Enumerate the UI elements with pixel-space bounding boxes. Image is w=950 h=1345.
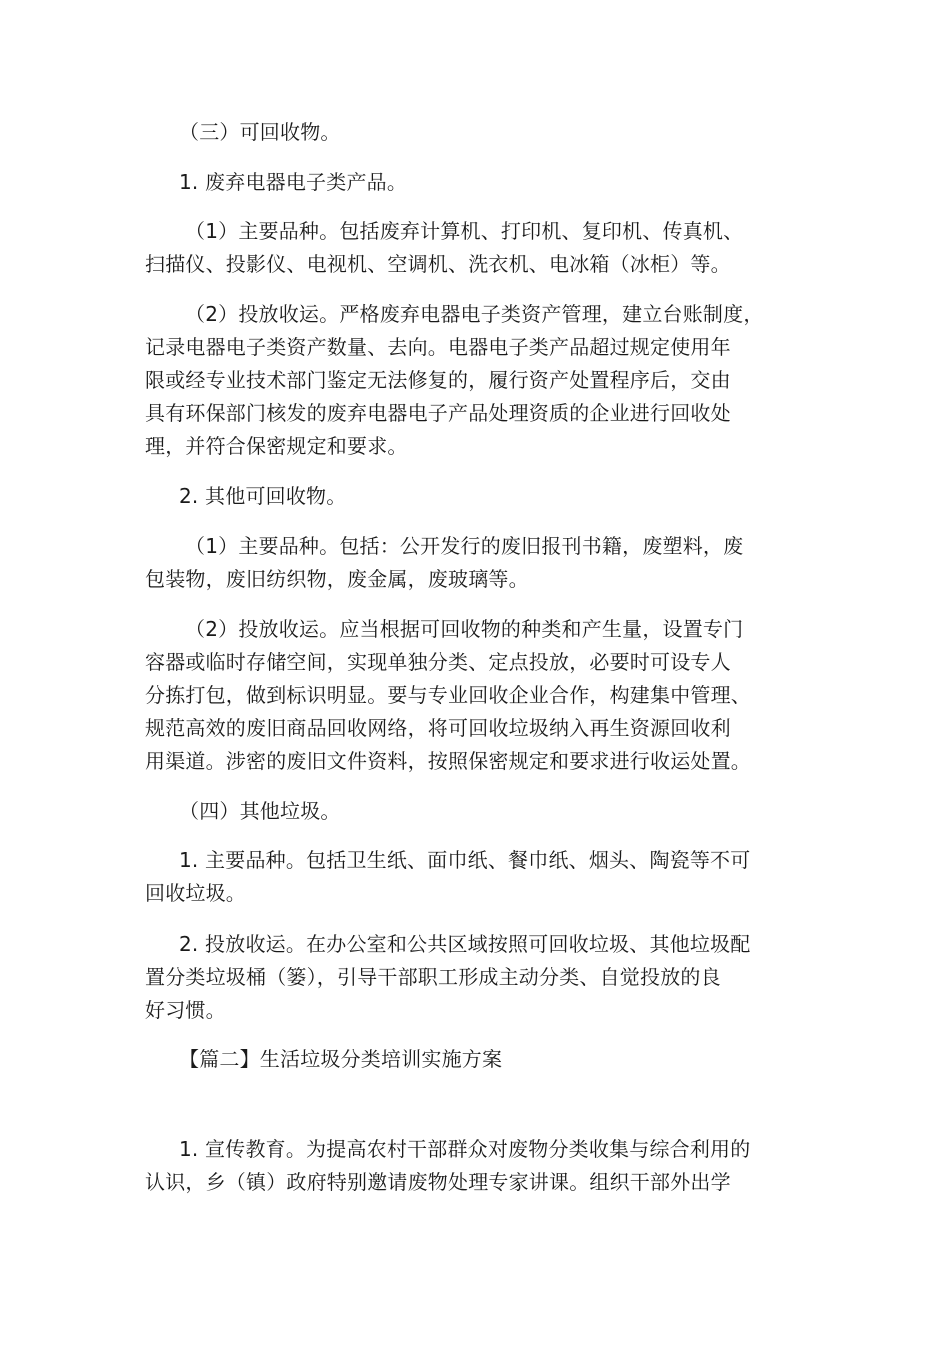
paragraph-line: 扫描仪、投影仪、电视机、空调机、洗衣机、电冰箱（冰柜）等。	[145, 252, 731, 276]
paragraph-line: 【篇二】生活垃圾分类培训实施方案	[179, 1047, 503, 1071]
paragraph-line: 分拣打包，做到标识明显。要与专业回收企业合作，构建集中管理、	[145, 683, 751, 707]
heading-other-recyclables	[145, 480, 770, 513]
paragraph-line: （三）可回收物。	[179, 120, 341, 144]
paragraph-line: 容器或临时存储空间，实现单独分类、定点投放，必要时可设专人	[145, 650, 731, 674]
paragraph-other-recyclables-disposal	[145, 613, 770, 778]
paragraph-other-recyclables-types	[145, 530, 770, 596]
paragraph-line: （四）其他垃圾。	[179, 799, 341, 823]
paragraph-line: （2）投放收运。严格废弃电器电子类资产管理，建立台账制度，	[185, 302, 764, 326]
paragraph-electronics-disposal	[145, 298, 770, 463]
paragraph-line: 具有环保部门核发的废弃电器电子产品处理资质的企业进行回收处	[145, 401, 731, 425]
paragraph-line: 用渠道。涉密的废旧文件资料，按照保密规定和要求进行收运处置。	[145, 749, 751, 773]
paragraph-line: （2）投放收运。应当根据可回收物的种类和产生量，设置专门	[185, 617, 744, 641]
paragraph-line: 置分类垃圾桶（篓），引导干部职工形成主动分类、自觉投放的良	[145, 965, 721, 989]
paragraph-other-waste-types	[145, 844, 770, 910]
paragraph-electronics-types	[145, 215, 770, 281]
paragraph-line: （1）主要品种。包括废弃计算机、打印机、复印机、传真机、	[185, 219, 744, 243]
paragraph-line: 好习惯。	[145, 998, 226, 1022]
paragraph-line: 1. 主要品种。包括卫生纸、面巾纸、餐巾纸、烟头、陶瓷等不可	[179, 848, 751, 872]
paragraph-line: 回收垃圾。	[145, 881, 246, 905]
paragraph-line: 1. 废弃电器电子类产品。	[179, 170, 408, 194]
heading-electronics	[145, 166, 770, 199]
paragraph-education	[145, 1133, 770, 1199]
paragraph-line: 记录电器电子类资产数量、去向。电器电子类产品超过规定使用年	[145, 335, 731, 359]
paragraph-line: 规范高效的废旧商品回收网络，将可回收垃圾纳入再生资源回收利	[145, 716, 731, 740]
paragraph-line: 2. 投放收运。在办公室和公共区域按照可回收垃圾、其他垃圾配	[179, 932, 751, 956]
paragraph-line: 2. 其他可回收物。	[179, 484, 347, 508]
paragraph-line: 包装物，废旧纺织物，废金属，废玻璃等。	[145, 567, 529, 591]
heading-recyclables	[145, 116, 770, 149]
section-title	[145, 1043, 770, 1076]
paragraph-line: （1）主要品种。包括：公开发行的废旧报刊书籍，废塑料，废	[185, 534, 744, 558]
paragraph-other-waste-disposal	[145, 928, 770, 1027]
paragraph-line: 理，并符合保密规定和要求。	[145, 434, 408, 458]
heading-other-waste	[145, 795, 770, 828]
paragraph-line: 限或经专业技术部门鉴定无法修复的，履行资产处置程序后，交由	[145, 368, 731, 392]
paragraph-line: 认识，乡（镇）政府特别邀请废物处理专家讲课。组织干部外出学	[145, 1170, 731, 1194]
paragraph-line: 1. 宣传教育。为提高农村干部群众对废物分类收集与综合利用的	[179, 1137, 751, 1161]
